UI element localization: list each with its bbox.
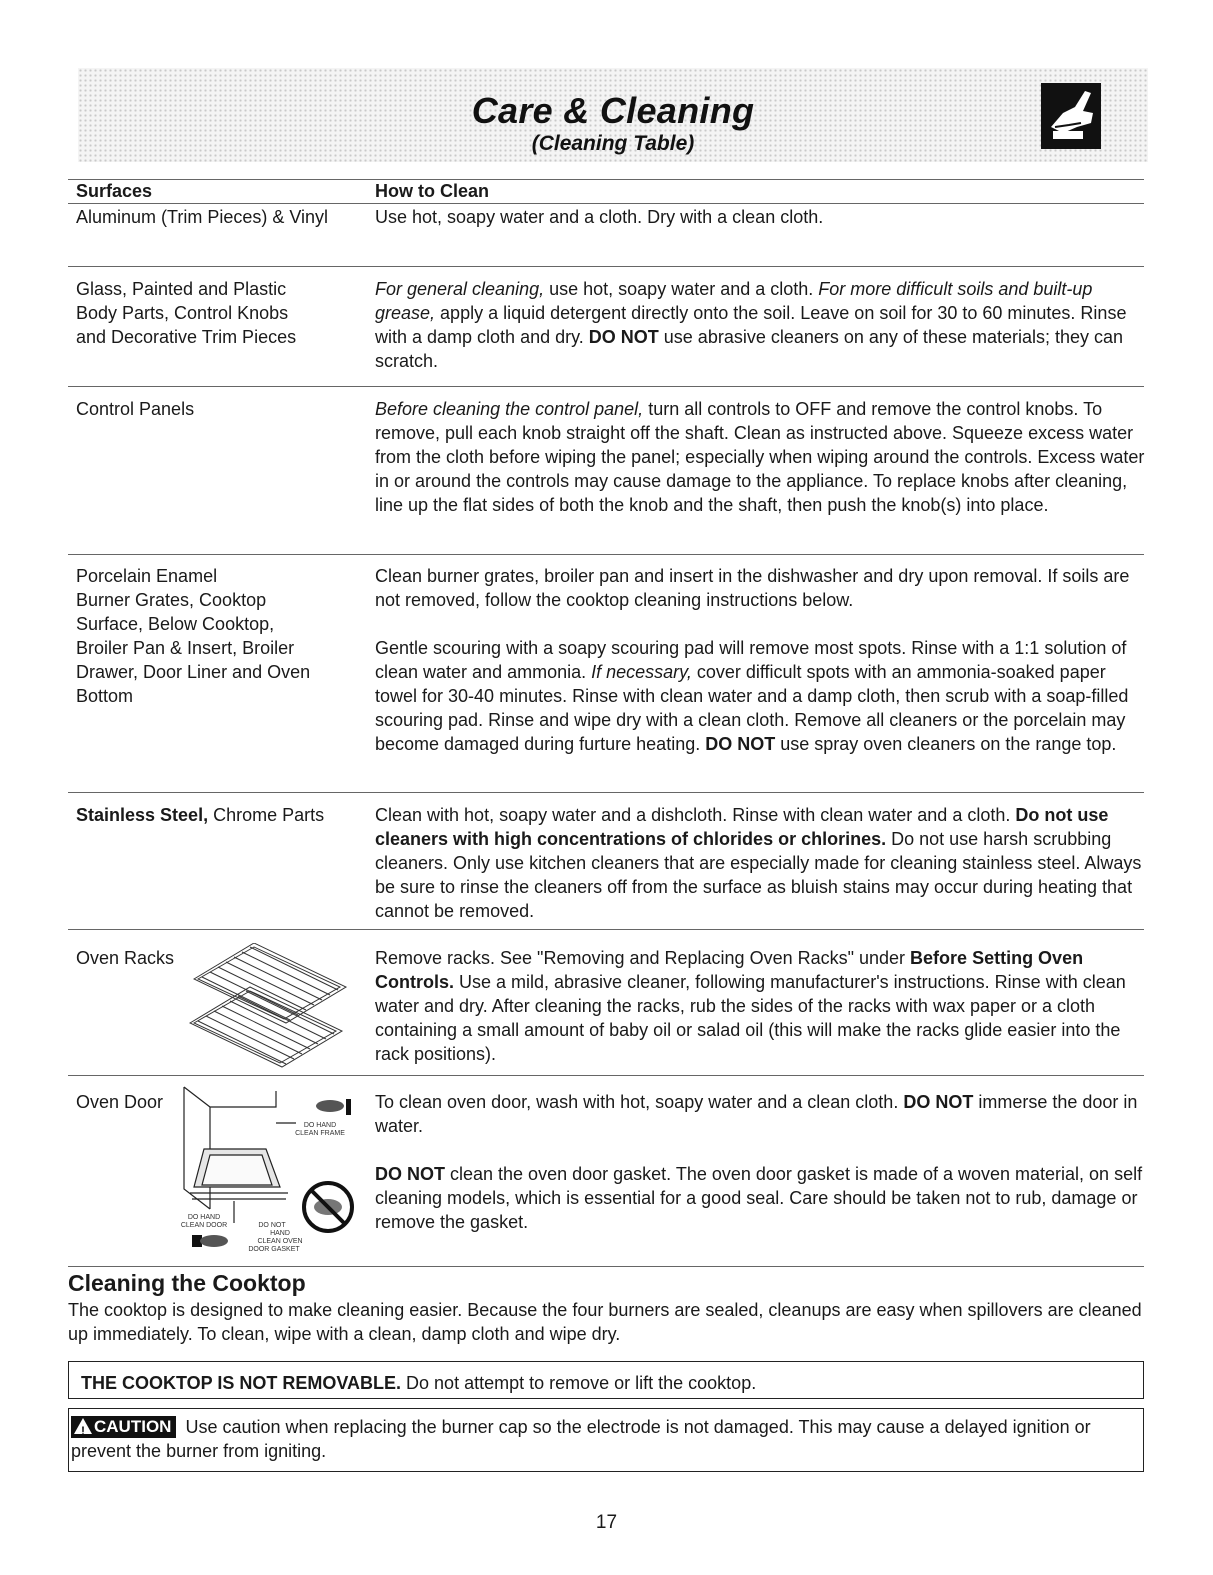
oven-racks-illustration [188,943,348,1071]
surface-glass-painted-plastic [76,277,356,349]
page-title: Care & Cleaning [471,90,755,131]
warning-text: DO NOT [903,1092,974,1112]
how-text: Use hot, soapy water and a cloth. Dry with a clean cloth. [375,207,824,227]
surface-line: Surface, Below Cooktop, [76,614,275,634]
how-text: Gentle scouring with a soapy scouring pad will remove most spots. Rinse with a 1:1 solution of clean water and ammonia. [375,638,1127,682]
how-text: use abrasive cleaners on any of these materials; they can scratch. [375,327,1124,371]
emphasis-text: Before cleaning the control panel, [375,399,644,419]
surface-control-panels: Control Panels [76,399,195,419]
surface-line: Body Parts, Control Knobs [76,303,289,323]
warning-text: DO NOT [375,1164,445,1184]
caution-text: Use caution when replacing the burner cap so the electrode is not damaged. This may cause a delayed ignition or prevent the burner from igniting. [71,1417,1091,1461]
how-oven-door [375,1090,1147,1234]
how-text: use hot, soapy water and a cloth. [544,279,819,299]
figure-label: DO HAND [187,1214,221,1221]
how-text: turn all controls to OFF and remove the control knobs. To remove, pull each knob straight off the shaft. Clean as instructed above. Squeeze excess water from the cloth before wiping the panel; especially when wiping around the controls. Excess water in or around the controls may cause damage to the appliance. To replace knobs after cleaning, line up the flat sides of both the knob and the shaft, then push the knob(s) into place. [375,399,1145,515]
surface-line: Porcelain Enamel [76,566,218,586]
figure-label: CLEAN DOOR [180,1222,228,1229]
surface-porcelain-enamel [76,564,356,708]
surface-stainless-steel [76,803,356,827]
surface-line: Bottom [76,686,134,706]
how-text: Clean burner grates, broiler pan and insert in the dishwasher and dry upon removal. If soils are not removed, follow the cooktop cleaning instructions below. [375,566,1130,610]
surface-line: Burner Grates, Cooktop [76,590,267,610]
how-control-panels [375,397,1147,517]
surface-aluminum: Aluminum (Trim Pieces) & Vinyl [76,207,329,227]
page-subtitle: (Cleaning Table) [531,132,695,155]
how-text: Remove racks. See "Removing and Replacing Oven Racks" under [375,948,911,968]
surface-line: Broiler Pan & Insert, Broiler [76,638,295,658]
oven-door-illustration [170,1083,360,1265]
caution-label: CAUTION [94,1417,172,1436]
row-rule [68,1266,1144,1267]
emphasis-text: If necessary, [591,662,692,682]
notice-bold-text: THE COOKTOP IS NOT REMOVABLE. [81,1373,402,1393]
cooktop-notice-box [68,1361,1144,1399]
row-rule [68,1075,1144,1076]
warning-triangle-icon: ! [74,1418,92,1434]
surface-text: Chrome Parts [208,805,325,825]
section-reference: Before Setting Oven Controls. [375,948,1084,992]
how-glass-painted-plastic [375,277,1147,373]
warning-text: Do not use cleaners with high concentrations of chlorides or chlorines. [375,805,1109,849]
page-number: 17 [595,1512,618,1533]
table-top-rule [68,179,1144,180]
section-body-cleaning-cooktop: The cooktop is designed to make cleaning easier. Because the four burners are sealed, cleanups are easy when spillovers are cleaned up immediately. To clean, wipe with a clean, damp cloth and wipe dry. [68,1300,1142,1344]
figure-label: DOOR GASKET [248,1246,300,1253]
how-oven-racks [375,946,1147,1066]
emphasis-text: For general cleaning, [375,279,545,299]
figure-label: DO HAND [303,1122,337,1129]
page-header-banner [78,68,1148,162]
emphasis-text: For more difficult soils and built-up grease, [375,279,1093,323]
surface-line: Drawer, Door Liner and Oven [76,662,311,682]
section-title-cleaning-cooktop: Cleaning the Cooktop [68,1270,306,1296]
how-text: clean the oven door gasket. The oven door gasket is made of a woven material, on self cleaning models, which is essential for a good seal. Care should be taken not to rub, damage or remove the gasket. [375,1164,1143,1232]
how-text: Clean with hot, soapy water and a dishcloth. Rinse with clean water and a cloth. [375,805,1016,825]
how-text: use spray oven cleaners on the range top. [775,734,1117,754]
how-stainless-steel [375,803,1147,923]
how-aluminum [375,205,1147,229]
surface-line: and Decorative Trim Pieces [76,327,297,347]
how-porcelain-enamel [375,564,1147,756]
row-rule [68,266,1144,267]
how-text: Use a mild, abrasive cleaner, following manufacturer's instructions. Rinse with clean water and dry. After cleaning the racks, rub the sides of the racks with wax paper or a cloth containing a small amount of baby oil or salad oil (this will make the racks glide easier into the rack positions). [375,972,1126,1064]
column-header-surfaces: Surfaces [76,181,153,201]
column-header-how-to-clean: How to Clean [375,181,490,201]
warning-text: DO NOT [588,327,659,347]
warning-text: DO NOT [705,734,776,754]
how-text: apply a liquid detergent directly onto the soil. Leave on soil for 30 to 60 minutes. Rinse with a damp cloth and dry. [375,303,1127,347]
notice-text: Do not attempt to remove or lift the cooktop. [401,1373,757,1393]
how-text: immerse the door in water. [375,1092,1138,1136]
row-rule [68,554,1144,555]
figure-label: CLEAN OVEN [257,1238,303,1245]
figure-label: HAND [270,1230,290,1237]
header-rule [68,203,1144,204]
caution-badge [71,1416,176,1438]
caution-box [68,1408,1144,1472]
row-rule [68,792,1144,793]
how-text: Do not use harsh scrubbing cleaners. Only use kitchen cleaners that are especially made for cleaning stainless steel. Always be sure to rinse the cleaners off from the surface as bluish stains may occur during heating that cannot be removed. [375,829,1142,921]
figure-label: CLEAN FRAME [295,1130,345,1137]
surface-oven-racks: Oven Racks [76,948,175,968]
row-rule [68,386,1144,387]
surface-line: Glass, Painted and Plastic [76,279,287,299]
figure-label: DO NOT [258,1222,286,1229]
how-text: To clean oven door, wash with hot, soapy water and a clean cloth. [375,1092,904,1112]
surface-oven-door: Oven Door [76,1092,164,1112]
how-text: cover difficult spots with an ammonia-soaked paper towel for 30-40 minutes. Rinse with clean water and a damp cloth, then scrub with a soap-filled scouring pad. Rinse and wipe dry with a clean cloth. Remove all cleaners or the porcelain may become damaged during furture heating. [375,662,1129,754]
surface-bold-text: Stainless Steel, [76,805,209,825]
row-rule [68,929,1144,930]
cleaning-hand-icon [1041,83,1101,149]
